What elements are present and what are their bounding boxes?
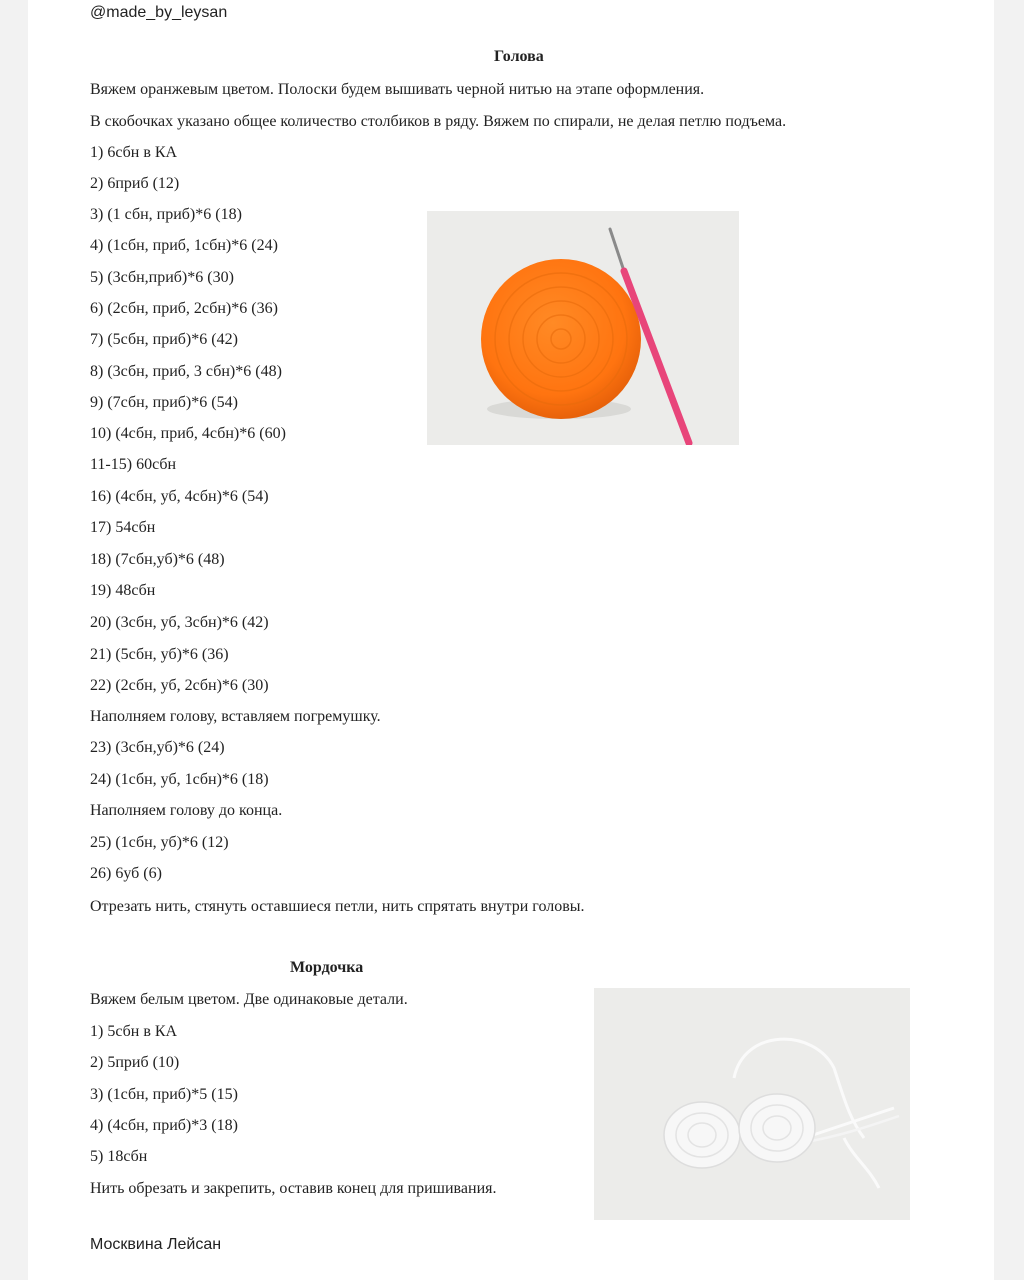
instruction-line: 3) (1 сбн, приб)*6 (18) (90, 206, 242, 223)
instruction-line: 4) (4сбн, приб)*3 (18) (90, 1117, 238, 1134)
instruction-line: 17) 54сбн (90, 519, 156, 536)
instruction-line: В скобочках указано общее количество столбиков в ряду. Вяжем по спирали, не делая петлю подъема. (90, 113, 787, 130)
instruction-line: 5) 18сбн (90, 1148, 148, 1165)
instruction-line: 19) 48сбн (90, 582, 156, 599)
instruction-line: 24) (1сбн, уб, 1сбн)*6 (18) (90, 771, 269, 788)
author-name: Москвина Лейсан (90, 1236, 222, 1253)
instruction-line: Наполняем голову до конца. (90, 802, 283, 819)
instruction-line: 25) (1сбн, уб)*6 (12) (90, 834, 229, 851)
instruction-line: 10) (4сбн, приб, 4сбн)*6 (60) (90, 425, 286, 442)
instruction-line: 26) 6уб (6) (90, 865, 162, 882)
instruction-line: 18) (7сбн,уб)*6 (48) (90, 551, 225, 568)
instruction-line: 22) (2сбн, уб, 2сбн)*6 (30) (90, 677, 269, 694)
instruction-line: 2) 5приб (10) (90, 1054, 180, 1071)
instruction-line: 11-15) 60сбн (90, 456, 177, 473)
instruction-line: 4) (1сбн, приб, 1сбн)*6 (24) (90, 237, 278, 254)
instruction-line: 7) (5сбн, приб)*6 (42) (90, 331, 238, 348)
instruction-line: Нить обрезать и закрепить, оставив конец для пришивания. (90, 1180, 497, 1197)
instruction-line: 3) (1сбн, приб)*5 (15) (90, 1086, 238, 1103)
muzzle-section-title: Мордочка (290, 959, 364, 976)
orange-ball-illustration (427, 211, 739, 445)
instruction-line: 23) (3сбн,уб)*6 (24) (90, 739, 225, 756)
instruction-line: Вяжем белым цветом. Две одинаковые детали. (90, 991, 408, 1008)
author-handle: @made_by_leysan (90, 4, 228, 21)
muzzle-photo (594, 988, 910, 1220)
instruction-line: Вяжем оранжевым цветом. Полоски будем вышивать черной нитью на этапе оформления. (90, 81, 705, 98)
instruction-line: 5) (3сбн,приб)*6 (30) (90, 269, 234, 286)
instruction-line: 2) 6приб (12) (90, 175, 180, 192)
instruction-line: 8) (3сбн, приб, 3 сбн)*6 (48) (90, 363, 282, 380)
instruction-line: Отрезать нить, стянуть оставшиеся петли, нить спрятать внутри головы. (90, 898, 585, 915)
instruction-line: 21) (5сбн, уб)*6 (36) (90, 646, 229, 663)
instruction-line: 1) 6сбн в КА (90, 144, 178, 161)
instruction-line: Наполняем голову, вставляем погремушку. (90, 708, 381, 725)
white-muzzle-illustration (594, 988, 910, 1220)
instruction-line: 16) (4сбн, уб, 4сбн)*6 (54) (90, 488, 269, 505)
instruction-line: 1) 5сбн в КА (90, 1023, 178, 1040)
instruction-line: 6) (2сбн, приб, 2сбн)*6 (36) (90, 300, 278, 317)
head-section-title: Голова (494, 48, 544, 65)
head-photo (427, 211, 739, 445)
instruction-line: 9) (7сбн, приб)*6 (54) (90, 394, 238, 411)
instruction-line: 20) (3сбн, уб, 3сбн)*6 (42) (90, 614, 269, 631)
